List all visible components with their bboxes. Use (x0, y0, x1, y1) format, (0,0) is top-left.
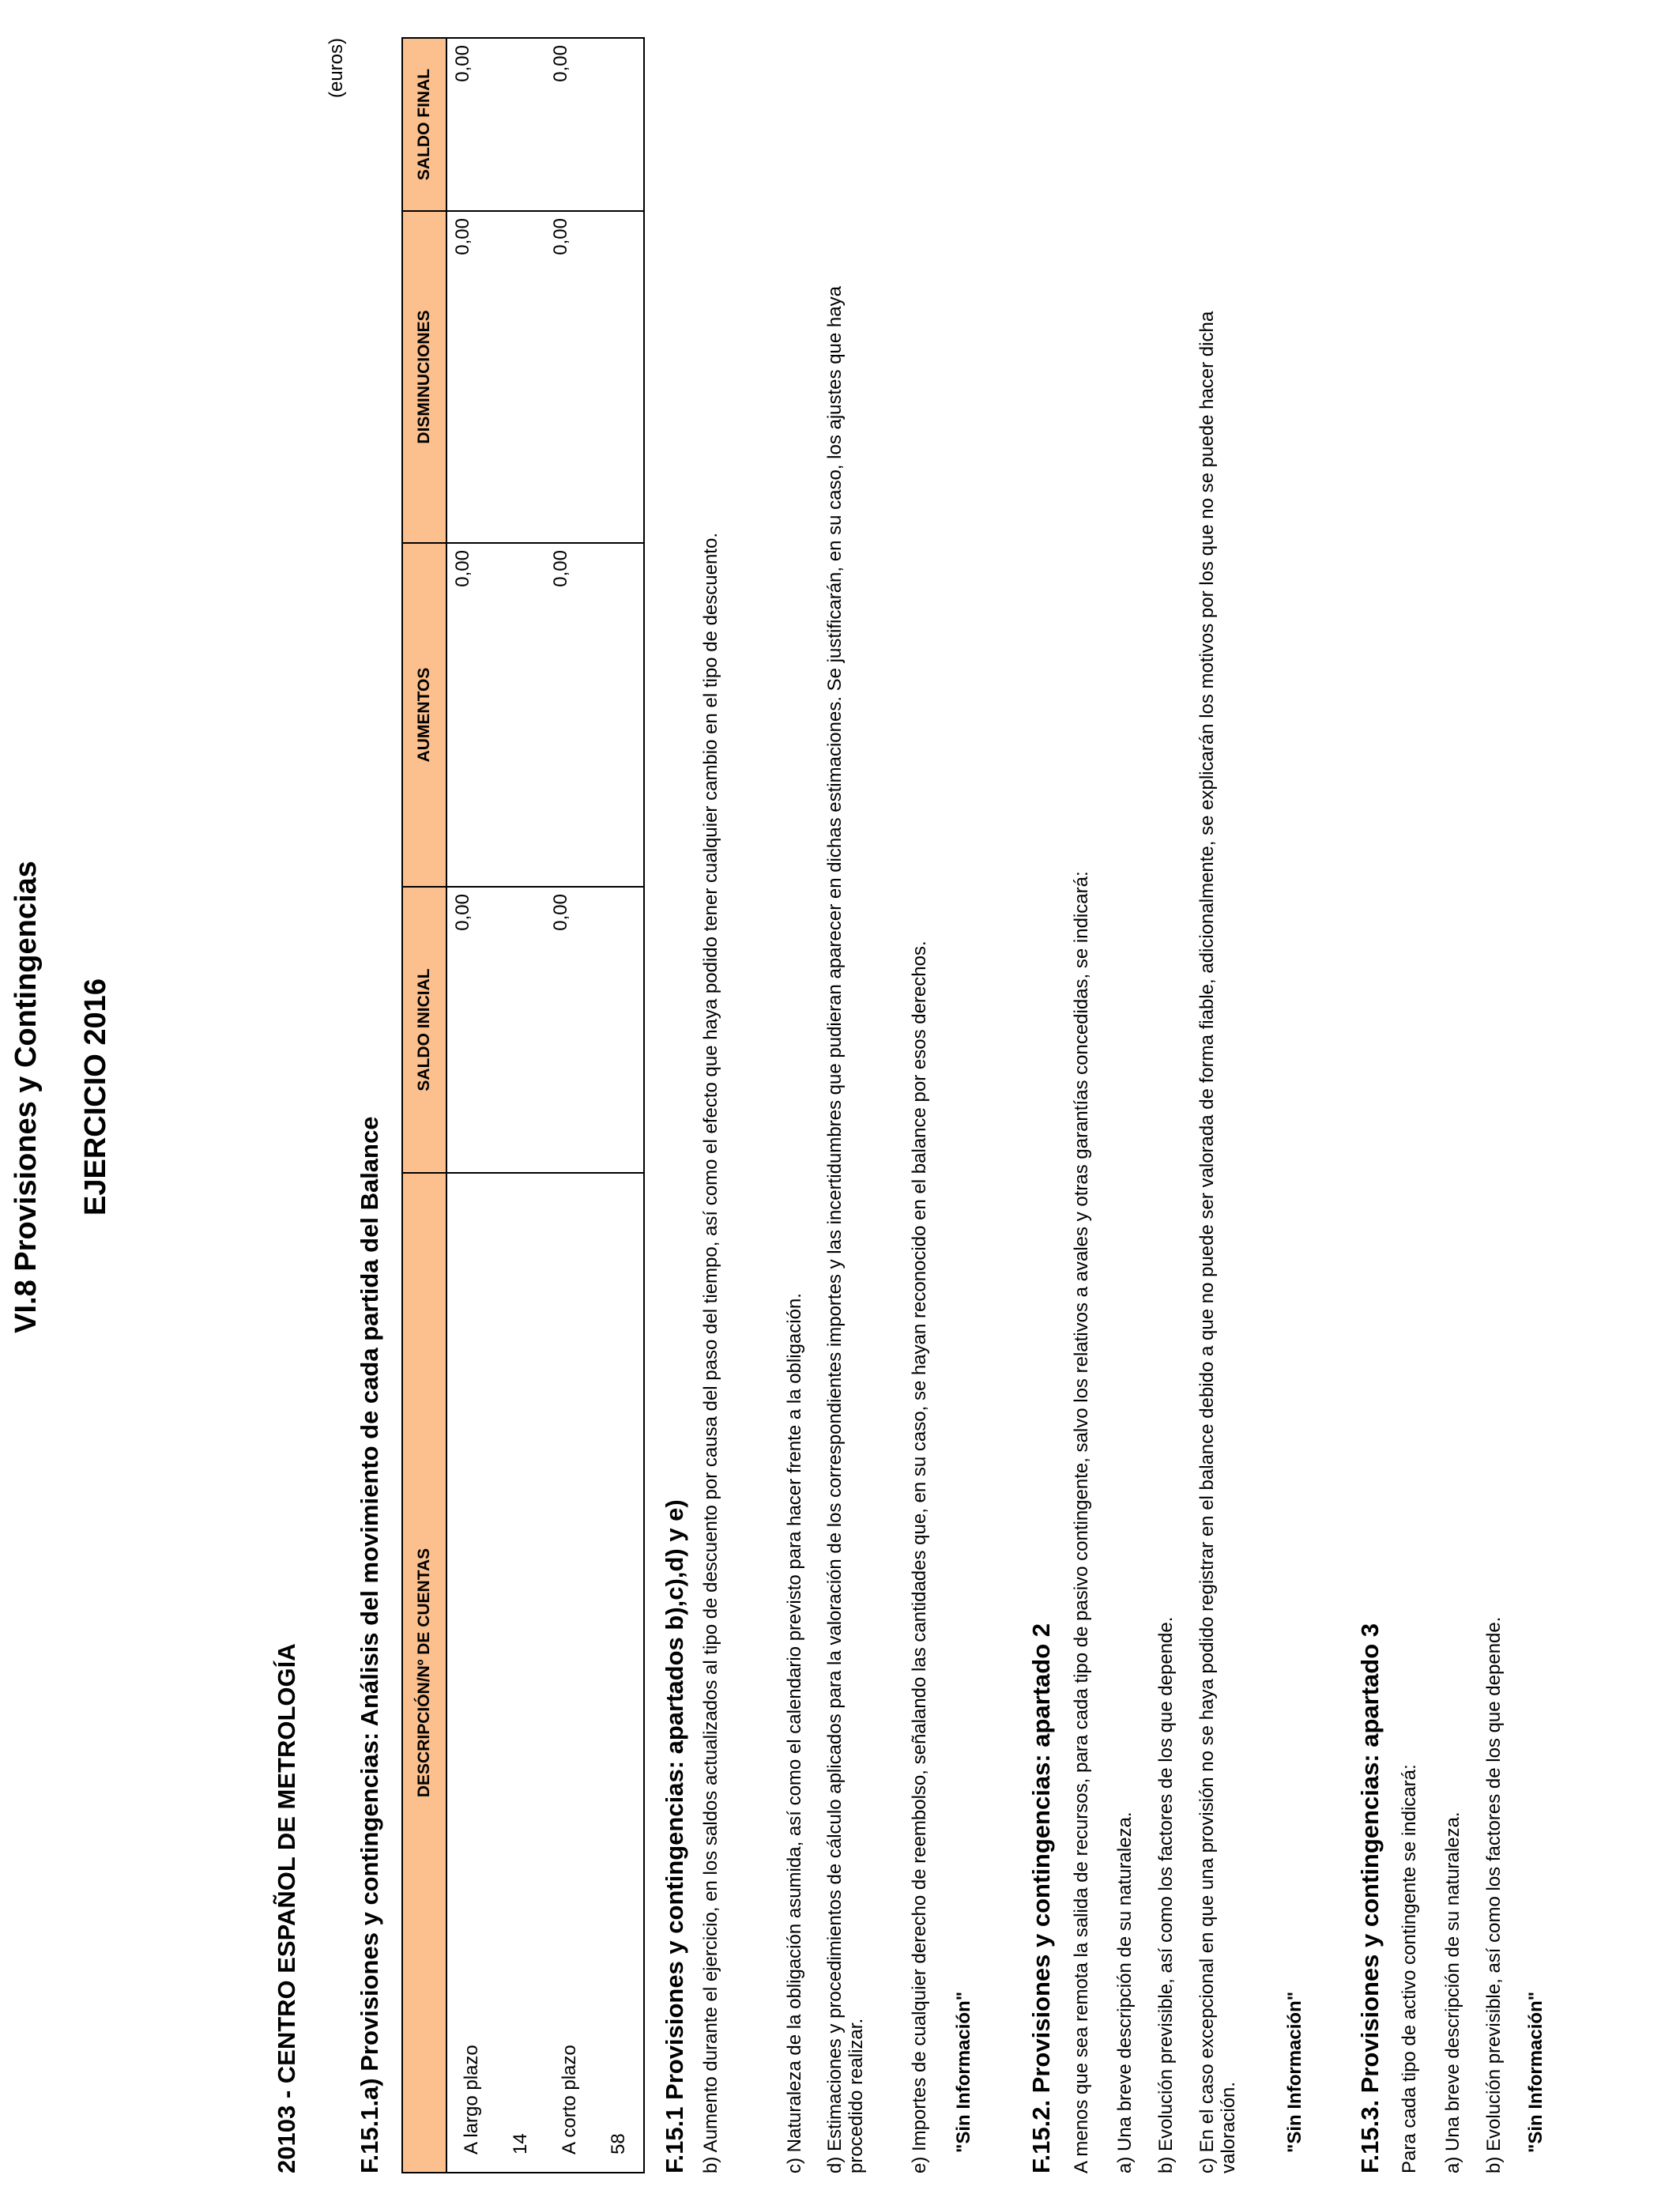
table-row (594, 38, 644, 2173)
table-row (446, 38, 496, 2173)
note-f153: "Sin Información" (1525, 1991, 1546, 2153)
cell-value: 0,00 (446, 887, 496, 1173)
cell-value: 0,00 (446, 543, 496, 887)
note-f152: "Sin Información" (1284, 1991, 1305, 2153)
col-header-aumentos: AUMENTOS (402, 543, 446, 887)
page-title: VI.8 Provisiones y Contingencias (9, 861, 43, 1333)
paragraph-f151-e: e) Importes de cualquier derecho de reembolso, señalando las cantidades que, en su caso, se hayan reconocido en el balance por esos derechos. (909, 941, 930, 2173)
table-heading: F.15.1.a) Provisiones y contingencias: Análisis del movimiento de cada partida del Balance (356, 1116, 383, 2173)
section-heading-f152: F.15.2. Provisiones y contingencias: apartado 2 (1027, 1623, 1055, 2173)
row-label: A corto plazo (545, 1173, 594, 2173)
note-f151: "Sin Información" (953, 1991, 974, 2153)
cell-value: 0,00 (545, 211, 594, 543)
cell-value (496, 887, 545, 1173)
cell-value: 0,00 (545, 543, 594, 887)
cell-value (594, 543, 644, 887)
cell-value (496, 543, 545, 887)
cell-value (594, 38, 644, 211)
currency-note: (euros) (326, 37, 347, 98)
paragraph-f151-b: b) Aumento durante el ejercicio, en los saldos actualizados al tipo de descuento por causa del paso del tiempo, así como el efecto que haya podido tener cualquier cambio en el tipo de descuento. (700, 533, 721, 2173)
cell-value (594, 211, 644, 543)
paragraph-f153-intro: Para cada tipo de activo contingente se indicará: (1399, 1764, 1420, 2173)
cell-value (496, 38, 545, 211)
cell-value: 0,00 (446, 211, 496, 543)
cell-value (496, 211, 545, 543)
paragraph-f151-d: d) Estimaciones y procedimientos de cálculo aplicados para la valoración de los correspondientes importes y las incertidumbres que pudieran aparecer en dichas estimaciones. Se justificarán, en su caso, los ajustes que haya procedido realizar. (824, 286, 867, 2173)
col-header-description: DESCRIPCIÓN/Nº DE CUENTAS (402, 1173, 446, 2173)
row-label: 58 (594, 1173, 644, 2173)
cell-value: 0,00 (545, 887, 594, 1173)
page-subtitle: EJERCICIO 2016 (79, 978, 112, 1216)
col-header-saldo-inicial: SALDO INICIAL (402, 887, 446, 1173)
section-heading-f151: F.15.1 Provisiones y contingencias: apartados b),c),d) y e) (661, 1499, 688, 2173)
table-row (496, 38, 545, 2173)
paragraph-f152-c: c) En el caso excepcional en que una provisión no se haya podido registrar en el balance debido a que no puede ser valorada de forma fiable, adicionalmente, se explicarán los motivos por los que no se puede hacer dicha valoración. (1196, 311, 1239, 2173)
paragraph-f152-intro: A menos que sea remota la salida de recursos, para cada tipo de pasivo contingente, salvo los relativos a avales y otras garantías concedidas, se indicará: (1071, 871, 1092, 2173)
row-label: A largo plazo (446, 1173, 496, 2173)
table-row (545, 38, 594, 2173)
provisions-table (401, 37, 645, 2173)
paragraph-f152-b: b) Evolución previsible, así como los factores de los que depende. (1155, 1616, 1177, 2173)
table-header-row (402, 38, 446, 2173)
entity-name: 20103 - CENTRO ESPAÑOL DE METROLOGÍA (273, 1643, 300, 2173)
paragraph-f153-a: a) Una breve descripción de su naturaleza. (1442, 1811, 1463, 2173)
cell-value: 0,00 (446, 38, 496, 211)
paragraph-f152-a: a) Una breve descripción de su naturaleza. (1114, 1811, 1136, 2173)
cell-value (594, 887, 644, 1173)
col-header-saldo-final: SALDO FINAL (402, 38, 446, 211)
paragraph-f153-b: b) Evolución previsible, así como los factores de los que depende. (1483, 1616, 1505, 2173)
col-header-disminuciones: DISMINUCIONES (402, 211, 446, 543)
section-heading-f153: F.15.3. Provisiones y contingencias: apartado 3 (1356, 1623, 1384, 2173)
cell-value: 0,00 (545, 38, 594, 211)
paragraph-f151-c: c) Naturaleza de la obligación asumida, así como el calendario previsto para hacer frente a la obligación. (784, 1293, 805, 2173)
row-label: 14 (496, 1173, 545, 2173)
